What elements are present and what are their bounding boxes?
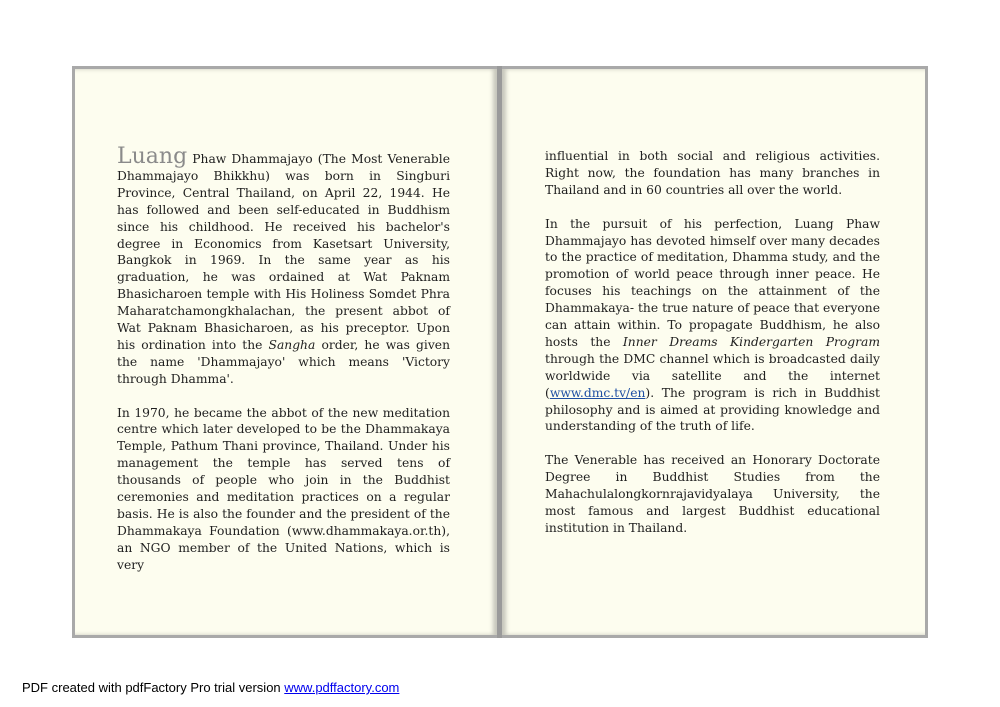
pdffactory-link[interactable]: www.pdffactory.com: [284, 680, 400, 695]
drop-cap: Luang: [117, 144, 188, 169]
program-title-emphasis: Inner Dreams Kindergarten Program: [622, 334, 881, 349]
right-paragraph-2: [545, 216, 880, 436]
right-page-text: [545, 148, 880, 554]
right-p2-text-a: In the pursuit of his perfection, Luang Phaw Dhammajayo has devoted himself over many decades to the practice of meditation, Dhamma study, and the promotion of world peace through inner peace. He focuses his teachings on the attainment of the Dhammakaya- the true nature of peace that everyone can attain within. To propagate Buddhism, he also hosts the: [545, 216, 880, 349]
right-paragraph-3: The Venerable has received an Honorary Doctorate Degree in Buddhist Studies from the Mahachulalongkornrajavidyalaya University, the most famous and largest Buddhist educational institution in Thailand.: [545, 453, 880, 535]
footer-text: PDF created with pdfFactory Pro trial version: [22, 680, 285, 695]
dmc-link[interactable]: www.dmc.tv/en: [549, 385, 646, 400]
right-paragraph-1: influential in both social and religious activities. Right now, the foundation has many branches in Thailand and in 60 countries all over the world.: [545, 149, 880, 197]
right-p2-text-c: ). The program is rich in Buddhist philosophy and is aimed at providing knowledge and understanding of the truth of life.: [545, 385, 880, 434]
left-p1-text-b: order, he was given the name 'Dhammajayo' which means 'Victory through Dhamma'.: [117, 337, 450, 386]
left-page-text: [117, 144, 450, 591]
left-p1-text-a: Phaw Dhammajayo (The Most Venerable Dhammajayo Bhikkhu) was born in Singburi Province, Central Thailand, on April 22, 1944. He has followed and been self-educated in Buddhism since his childhood. He received his bachelor's degree in Economics from Kasetsart University, Bangkok in 1969. In the same year as his graduation, he was ordained at Wat Paknam Bhasicharoen temple with His Holiness Somdet Phra Maharatchamongkhalachan, the present abbot of Wat Paknam Bhasicharoen, as his preceptor. Upon his ordination into the: [117, 152, 450, 352]
right-page: [502, 69, 925, 635]
sangha-emphasis: Sangha: [268, 337, 316, 352]
left-paragraph-1: [117, 144, 450, 388]
open-book: [72, 66, 928, 638]
right-p2-text-b: through the DMC channel which is broadcasted daily worldwide via satellite and the internet (: [545, 351, 880, 400]
left-page: [75, 69, 497, 635]
pdf-footer: [22, 680, 399, 695]
left-paragraph-2: In 1970, he became the abbot of the new meditation centre which later developed to be the Dhammakaya Temple, Pathum Thani province, Thailand. Under his management the temple has served tens of thousands of people who join in the Buddhist ceremonies and meditation practices on a regular basis. He is also the founder and the president of the Dhammakaya Foundation (www.dhammakaya.or.th), an NGO member of the United Nations, which is very: [117, 405, 450, 572]
